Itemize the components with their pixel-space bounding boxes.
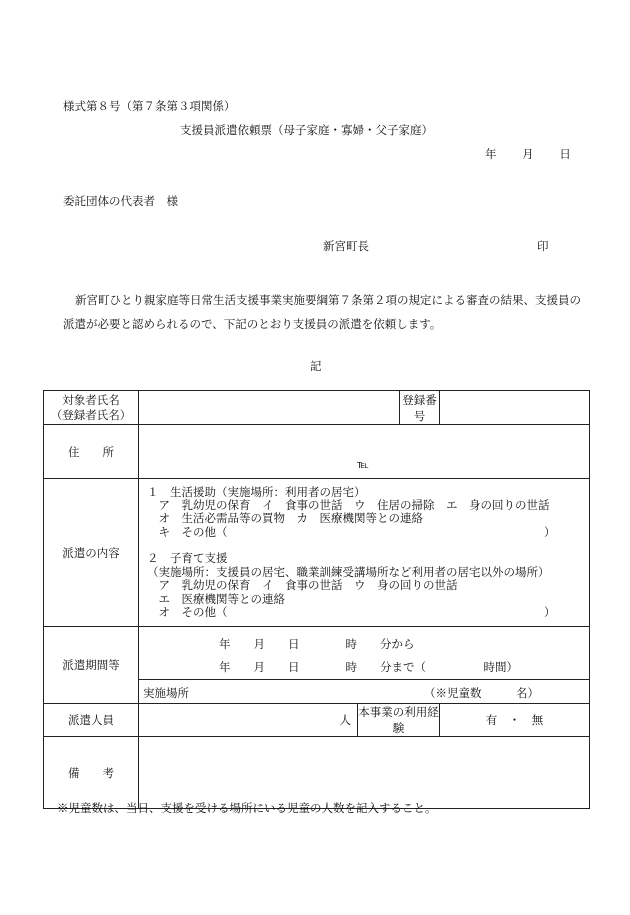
date-month: 月 bbox=[522, 147, 534, 161]
content-line: ア 乳幼児の保育 イ 食事の世話 ウ 身の回りの世話 bbox=[147, 578, 458, 593]
remarks-row bbox=[44, 737, 590, 809]
addressee: 委託団体の代表者 様 bbox=[63, 194, 178, 208]
staff-label: 派遣人員 bbox=[44, 704, 139, 737]
request-form-table bbox=[43, 390, 590, 809]
tel-label: ℡ bbox=[357, 458, 369, 471]
place-field[interactable] bbox=[139, 680, 590, 704]
registration-number-label: 登録番号 bbox=[400, 391, 440, 425]
child-count: （※児童数 名） bbox=[424, 686, 539, 700]
seal-mark: 印 bbox=[537, 239, 549, 253]
content-line: １ 生活援助（実施場所：利用者の居宅） bbox=[147, 484, 366, 499]
date-line bbox=[485, 146, 571, 162]
content-line: ア 乳幼児の保育 イ 食事の世話 ウ 住居の掃除 エ 身の回りの世話 bbox=[147, 498, 550, 513]
period-from: 年 月 日 時 分から bbox=[219, 637, 415, 651]
content-line: （実施場所：支援員の居宅、職業訓練受講場所など利用者の居宅以外の場所） bbox=[147, 564, 550, 579]
period-field[interactable] bbox=[139, 627, 590, 680]
content-field[interactable] bbox=[139, 479, 590, 627]
ki-heading: 記 bbox=[310, 359, 322, 373]
experience-label: 本事業の利用経験 bbox=[358, 705, 439, 735]
period-to: 年 月 日 時 分まで（ 時間） bbox=[219, 660, 518, 674]
issuer: 新宮町長 bbox=[323, 239, 369, 253]
address-label: 住 所 bbox=[44, 425, 139, 479]
address-field[interactable] bbox=[139, 425, 590, 479]
target-name-label: 対象者氏名 （登録者氏名） bbox=[44, 391, 139, 425]
content-line: オ 生活必需品等の買物 カ 医療機関等との連絡 bbox=[147, 511, 423, 526]
content-label: 派遣の内容 bbox=[44, 479, 139, 627]
target-row bbox=[44, 391, 590, 425]
body-text: 新宮町ひとり親家庭等日常生活支援事業実施要綱第７条第２項の規定による審査の結果、支援員の派遣が必要と認められるので、下記のとおり支援員の派遣を依頼します。 bbox=[63, 293, 581, 331]
footnote: ※児童数は、当日、支援を受ける場所にいる児童の人数を記入すること。 bbox=[57, 801, 437, 815]
target-name-field[interactable] bbox=[139, 391, 400, 425]
experience-options[interactable]: 有 ・ 無 bbox=[440, 704, 590, 737]
form-number: 様式第８号（第７条第３項関係） bbox=[63, 99, 236, 113]
remarks-label: 備 考 bbox=[44, 737, 139, 809]
date-day: 日 bbox=[559, 147, 571, 161]
period-row bbox=[44, 627, 590, 680]
staff-row bbox=[44, 704, 590, 737]
content-line: キ その他（ ） bbox=[147, 524, 556, 539]
document-title: 支援員派遣依頼票（母子家庭・寡婦・父子家庭） bbox=[180, 123, 433, 137]
staff-unit: 人 bbox=[339, 713, 351, 727]
date-year: 年 bbox=[485, 147, 497, 161]
content-row bbox=[44, 479, 590, 627]
address-row bbox=[44, 425, 590, 479]
remarks-field[interactable] bbox=[139, 737, 590, 809]
registration-number-field[interactable] bbox=[440, 391, 590, 425]
place-label: 実施場所 bbox=[143, 686, 189, 700]
content-line: エ 医療機関等との連絡 bbox=[147, 591, 285, 606]
content-line: オ その他（ ） bbox=[147, 604, 556, 619]
period-label: 派遣期間等 bbox=[44, 627, 139, 704]
content-line: ２ 子育て支援 bbox=[147, 551, 228, 566]
staff-count-field[interactable] bbox=[139, 704, 358, 737]
